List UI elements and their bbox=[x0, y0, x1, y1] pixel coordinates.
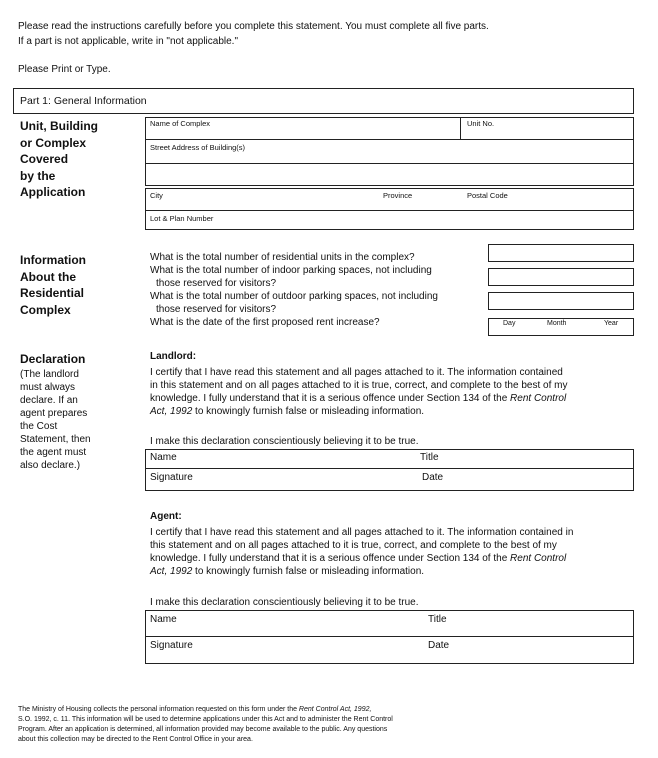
act-name: Rent Control bbox=[510, 393, 567, 404]
info-heading-line: Residential bbox=[20, 286, 85, 300]
landlord-date-label: Date bbox=[422, 472, 444, 483]
month-label: Month bbox=[547, 320, 567, 327]
declaration-note-line: Statement, then bbox=[20, 434, 91, 445]
landlord-cert-line bbox=[150, 392, 567, 405]
question-units: What is the total number of residential units in the complex? bbox=[150, 252, 415, 263]
declaration-note bbox=[20, 368, 91, 472]
agent-signature-block[interactable] bbox=[145, 610, 634, 664]
unit-heading-line: Unit, Building bbox=[20, 119, 98, 133]
agent-cert-line bbox=[150, 565, 573, 578]
postal-code-label: Postal Code bbox=[467, 191, 508, 200]
info-heading bbox=[20, 252, 86, 318]
landlord-title-label: Title bbox=[420, 452, 439, 463]
unit-heading bbox=[20, 118, 98, 201]
landlord-name-label: Name bbox=[150, 452, 177, 463]
street-address-label: Street Address of Building(s) bbox=[150, 143, 246, 152]
agent-cert-text: to knowingly furnish false or misleading information. bbox=[192, 566, 425, 577]
act-name: Rent Control bbox=[510, 553, 567, 564]
landlord-cert-line bbox=[150, 405, 567, 418]
city-label: City bbox=[150, 191, 163, 200]
declaration-note-line: the agent must bbox=[20, 447, 87, 458]
field-divider bbox=[145, 636, 633, 637]
agent-cert-text: knowledge. I fully understand that it is a serious offence under Section 134 of the bbox=[150, 553, 511, 564]
act-year: Act, 1992 bbox=[150, 566, 193, 577]
landlord-cert-line: in this statement and on all pages attached to it is true, correct, and complete to the best of my bbox=[150, 380, 568, 391]
landlord-signature-label: Signature bbox=[150, 472, 193, 483]
agent-certification bbox=[150, 526, 573, 578]
intro-line-2: If a part is not applicable, write in "not applicable." bbox=[18, 36, 238, 47]
lot-plan-field[interactable] bbox=[145, 210, 634, 230]
info-heading-line: Information bbox=[20, 253, 86, 267]
agent-cert-line: this statement and on all pages attached to it is true, correct, and complete to the best of my bbox=[150, 540, 557, 551]
day-label: Day bbox=[503, 320, 516, 327]
year-label: Year bbox=[604, 320, 619, 327]
landlord-title: Landlord: bbox=[150, 351, 197, 362]
indoor-parking-field[interactable] bbox=[488, 268, 634, 286]
name-of-complex-label: Name of Complex bbox=[150, 119, 211, 128]
agent-date-label: Date bbox=[428, 640, 450, 651]
agent-declaration: I make this declaration conscientiously believing it to be true. bbox=[150, 597, 419, 608]
declaration-note-line: declare. If an bbox=[20, 395, 78, 406]
question-outdoor-parking-cont: those reserved for visitors? bbox=[156, 304, 277, 315]
declaration-note-line: must always bbox=[20, 382, 76, 393]
unit-heading-line: or Complex bbox=[20, 135, 87, 150]
privacy-notice bbox=[18, 705, 393, 745]
privacy-line: Program. After an application is determined, all information provided may become available to the public. Any questions bbox=[18, 726, 388, 733]
total-units-field[interactable] bbox=[488, 244, 634, 262]
landlord-declaration: I make this declaration conscientiously believing it to be true. bbox=[150, 436, 419, 447]
declaration-note-line: also declare.) bbox=[20, 460, 81, 471]
privacy-line bbox=[18, 705, 393, 715]
privacy-line: S.O. 1992, c. 11. This information will be used to determine applications under this Act and to administer the Rent Control bbox=[18, 716, 393, 723]
question-indoor-parking: What is the total number of indoor parking spaces, not including bbox=[150, 265, 432, 276]
landlord-signature-block[interactable] bbox=[145, 449, 634, 491]
print-instruction: Please Print or Type. bbox=[18, 64, 111, 75]
intro-line-1: Please read the instructions carefully before you complete this statement. You must complete all five parts. bbox=[18, 21, 489, 32]
question-outdoor-parking: What is the total number of outdoor parking spaces, not including bbox=[150, 291, 438, 302]
declaration-heading: Declaration bbox=[20, 352, 86, 366]
privacy-text: The Ministry of Housing collects the personal information requested on this form under the bbox=[18, 706, 299, 713]
lot-plan-label: Lot & Plan Number bbox=[150, 214, 214, 223]
agent-title-label: Title bbox=[428, 614, 447, 625]
part1-header: Part 1: General Information bbox=[20, 95, 147, 107]
unit-heading-line: by the bbox=[20, 168, 56, 183]
declaration-note-line: (The landlord bbox=[20, 369, 79, 380]
info-questions bbox=[150, 251, 438, 329]
field-divider bbox=[145, 163, 633, 164]
info-heading-line: About the bbox=[20, 269, 76, 284]
unit-no-label: Unit No. bbox=[467, 119, 495, 128]
landlord-cert-line: I certify that I have read this statement and all pages attached to it. The information contained bbox=[150, 367, 563, 378]
agent-name-label: Name bbox=[150, 614, 177, 625]
landlord-cert-text: to knowingly furnish false or misleading information. bbox=[192, 406, 425, 417]
privacy-act: Rent Control Act, 1992, bbox=[298, 706, 372, 713]
unit-heading-line: Application bbox=[20, 185, 86, 199]
field-divider bbox=[145, 468, 633, 469]
question-indoor-parking-cont: those reserved for visitors? bbox=[156, 278, 277, 289]
unit-heading-line: Covered bbox=[20, 152, 69, 166]
info-heading-line: Complex bbox=[20, 302, 71, 317]
field-divider bbox=[460, 117, 461, 139]
agent-cert-line bbox=[150, 552, 573, 565]
declaration-note-line: the Cost bbox=[20, 421, 58, 432]
landlord-certification bbox=[150, 366, 567, 418]
name-of-complex-field[interactable] bbox=[145, 117, 634, 141]
agent-title: Agent: bbox=[150, 511, 182, 522]
question-rent-increase-date: What is the date of the first proposed rent increase? bbox=[150, 317, 380, 328]
agent-signature-label: Signature bbox=[150, 640, 193, 651]
act-year: Act, 1992 bbox=[150, 406, 193, 417]
outdoor-parking-field[interactable] bbox=[488, 292, 634, 310]
landlord-cert-text: knowledge. I fully understand that it is a serious offence under Section 134 of the bbox=[150, 393, 511, 404]
privacy-line: about this collection may be directed to the Rent Control Office in your area. bbox=[18, 736, 253, 743]
declaration-note-line: agent prepares bbox=[20, 408, 88, 419]
province-label: Province bbox=[383, 191, 413, 200]
agent-cert-line: I certify that I have read this statement and all pages attached to it. The information contained in bbox=[150, 527, 574, 538]
